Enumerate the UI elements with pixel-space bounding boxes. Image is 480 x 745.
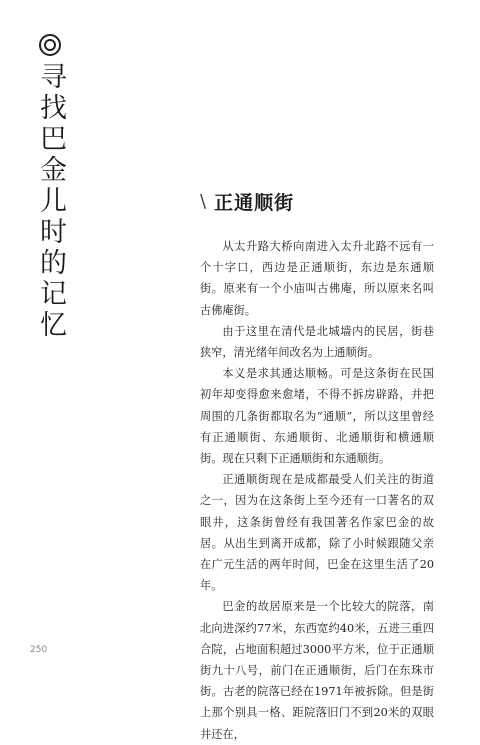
paragraph: 由于这里在清代是北城墙内的民居，街巷狭窄，清光绪年间改名为上通顺街。 xyxy=(200,324,434,360)
paragraph: 本义是求其通达顺畅。可是这条街在民国初年却变得愈来愈堵，不得不拆房辟路，并把周围的几条街都取名为“通顺”，所以这里曾经有正通顺街、东通顺街、北通顺街和横通顺街。现在只剩下正通顺街和东通顺街。 xyxy=(200,367,434,466)
paragraph: 从太升路大桥向南进入太升北路不远有一个十字口，西边是正通顺街，东边是东通顺街。原来有一个小庙叫古佛庵，所以原来名叫古佛庵街。 xyxy=(200,240,434,317)
section-heading xyxy=(200,188,294,215)
chapter-title-block xyxy=(30,34,70,341)
chapter-title: 寻找巴金儿时的记忆 xyxy=(35,62,66,341)
body-text xyxy=(200,236,434,745)
double-circle-icon xyxy=(39,34,61,56)
section-marker: \ xyxy=(200,191,207,212)
paragraph: 正通顺街现在是成都最受人们关注的街道之一，因为在这条街上至今还有一口著名的双眼井，这条街曾经有我国著名作家巴金的故居。从出生到离开成都，除了小时候跟随父亲在广元生活的两年时间，巴金在这里生活了20年。 xyxy=(200,473,434,593)
paragraph: 巴金的故居原来是一个比较大的院落，南北向进深约77米，东西宽约40米，五进三重四合院，占地面积超过3000平方米，位于正通顺街九十八号，前门在正通顺街，后门在东珠市街。古老的院落已经在1971年被拆除。但是街上那个别具一格、距院落旧门不到20米的双眼井还在， xyxy=(200,600,434,741)
page-number: 250 xyxy=(30,645,48,655)
section-title: 正通顺街 xyxy=(214,192,295,214)
